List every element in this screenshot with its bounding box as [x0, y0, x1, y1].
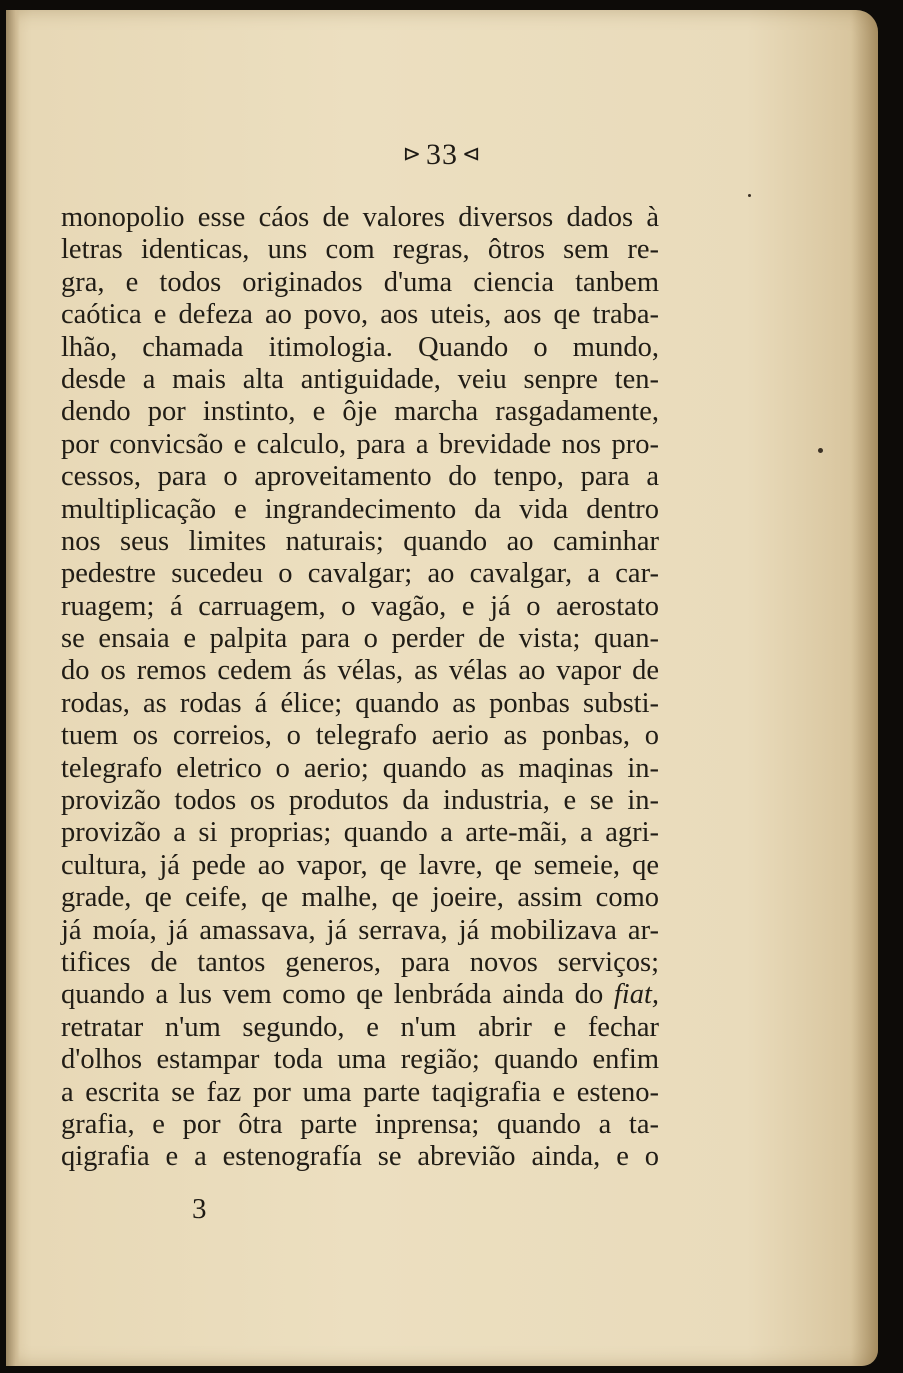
text-line: provizão todos os produtos da industria, e se in- [61, 785, 659, 817]
text-line: pedestre sucedeu o cavalgar; ao cavalgar, a car- [61, 558, 659, 590]
text-line: letras identicas, uns com regras, ôtros sem re- [61, 234, 659, 266]
text-line: telegrafo eletrico o aerio; quando as maqinas in- [61, 752, 659, 784]
body-text [61, 202, 659, 1174]
text-line: lhão, chamada itimologia. Quando o mundo, [61, 331, 659, 363]
text-line: cultura, já pede ao vapor, qe lavre, qe semeie, qe [61, 849, 659, 881]
text-line: grade, qe ceife, qe malhe, qe joeire, assim como [61, 882, 659, 914]
text-line: qigrafia e a estenografía se abrevião ainda, e o [61, 1141, 659, 1173]
paper-speck [748, 194, 751, 197]
text-line: provizão a si proprias; quando a arte-mãi, a agri- [61, 817, 659, 849]
text-line: ruagem; á carruagem, o vagão, e já o aerostato [61, 590, 659, 622]
ornament-left-icon: ⊳ [402, 141, 422, 166]
text-line: por convicsão e calculo, para a brevidade nos pro- [61, 428, 659, 460]
text-line: tifices de tantos generos, para novos serviços; [61, 946, 659, 978]
page-gutter [6, 10, 20, 1366]
text-line: monopolio esse cáos de valores diversos dados à [61, 202, 659, 233]
ornament-right-icon: ⊲ [462, 141, 482, 166]
text-line: d'olhos estampar toda uma região; quando enfim [61, 1044, 659, 1076]
text-line: dendo por instinto, e ôje marcha rasgadamente, [61, 396, 659, 428]
signature-mark: 3 [192, 1193, 207, 1225]
text-line-with-italic [61, 979, 659, 1011]
page-edge-shadow [850, 10, 878, 1366]
page-header [6, 138, 878, 172]
text-line: rodas, as rodas á élice; quando as ponbas substi- [61, 687, 659, 719]
text-line: caótica e defeza ao povo, aos uteis, aos qe traba- [61, 299, 659, 331]
text-line: gra, e todos originados d'uma ciencia tanbem [61, 266, 659, 298]
text-line: já moía, já amassava, já serrava, já mobilizava ar- [61, 914, 659, 946]
text-line-part: quando a lus vem como qe lenbráda ainda do [61, 979, 604, 1011]
text-line: se ensaia e palpita para o perder de vista; quan- [61, 623, 659, 655]
text-line: multiplicação e ingrandecimento da vida dentro [61, 493, 659, 525]
paper-speck [818, 448, 823, 453]
page-number: 33 [426, 138, 458, 171]
text-line: retratar n'um segundo, e n'um abrir e fechar [61, 1011, 659, 1043]
text-line: tuem os correios, o telegrafo aerio as ponbas, o [61, 720, 659, 752]
text-line: desde a mais alta antiguidade, veiu senpre ten- [61, 363, 659, 395]
italic-word: fiat, [613, 979, 660, 1011]
text-line: grafia, e por ôtra parte inprensa; quando a ta- [61, 1108, 659, 1140]
text-line: cessos, para o aproveitamento do tenpo, para a [61, 461, 659, 493]
book-page [6, 10, 878, 1366]
text-line: do os remos cedem ás vélas, as vélas ao vapor de [61, 655, 659, 687]
text-line: a escrita se faz por uma parte taqigrafia e esteno- [61, 1076, 659, 1108]
text-line: nos seus limites naturais; quando ao caminhar [61, 525, 659, 557]
